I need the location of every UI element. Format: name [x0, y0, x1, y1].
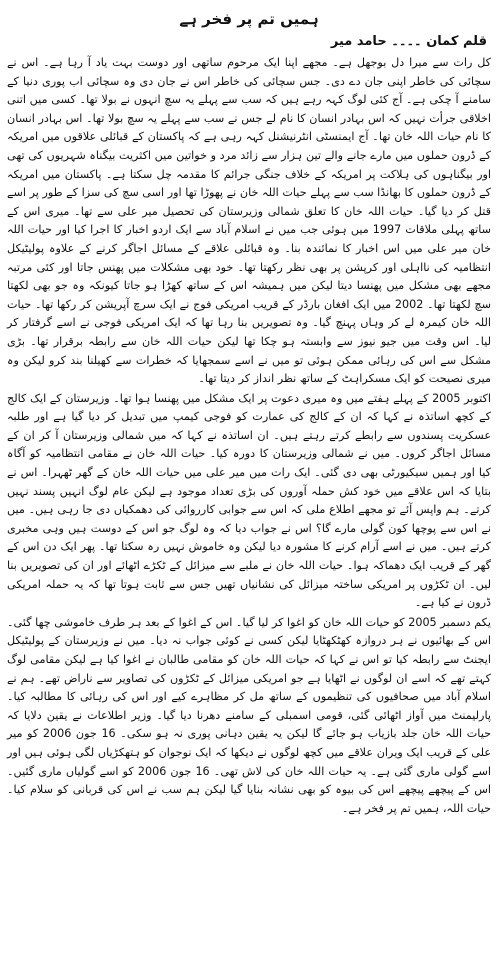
column-body — [7, 54, 491, 818]
column-byline: قلم کمان ۔۔۔۔ حامد میر — [330, 34, 487, 49]
paragraph: اکتوبر 2005 کے پہلے ہفتے میں وہ میری دعوت پر ایک مشکل میں پھنسا ہوا تھا۔ وزیرستان کے ایک کالج کے کچھ اساتذہ نے کہا کہ ان کے کالج کی عمارت کو فوجی کیمپ میں تبدیل کر دیا گیا ہے اور طلبہ عسکریت پسندوں سے رابطے کرتے رہتے ہیں۔ ان اساتذہ نے کہا کہ میں شمالی وزیرستان آ کر ان کے مسائل اجاگر کروں۔ میں نے شمالی وزیرستان کا دورہ کیا۔ حیات اللہ خان نے مقامی انتظامیہ کو آگاہ کیا اور ہمیں سیکیورٹی بھی دی گئی۔ ایک رات میں میر علی میں حیات اللہ خان کے گھر ٹھہرا۔ اس نے بتایا کہ اس علاقے میں خود کش حملہ آوروں کی بڑی تعداد موجود ہے لیکن عام لوگ انہیں پسند نہیں کرتے۔ ہم واپس آئے تو مجھے اطلاع ملی کہ اس سے جوابی کارروائی کی دھمکیاں دی جا رہی ہیں۔ میں نے اس سے پوچھا کون گولی مارے گا؟ اس نے جواب دیا کہ وہ لوگ جو اس کے دوست ہیں وہی مخبری کرتے ہیں۔ میں نے اسے آرام کرنے کا مشورہ دیا لیکن وہ خاموش نہیں رہ سکتا تھا۔ پھر ایک دن اس کے گھر کے قریب ایک دھماکہ ہوا۔ حیات اللہ خان نے ملبے سے میزائل کے ٹکڑے اٹھائے اور ان کی تصویریں بنا لیں۔ ان ٹکڑوں پر امریکی ساختہ میزائل کی نشانیاں تھیں جس سے ثابت ہوتا تھا کہ یہ حملہ امریکی ڈرون نے کیا ہے۔ — [7, 391, 491, 610]
paragraph: یکم دسمبر 2005 کو حیات اللہ خان کو اغوا کر لیا گیا۔ اس کے اغوا کے بعد ہر طرف خاموشی چھا گئی۔ اس کے بھائیوں نے ہر دروازہ کھٹکھٹایا لیکن کسی نے کوئی جواب نہ دیا۔ میں نے وزیرستان کے پولیٹیکل ایجنٹ سے رابطہ کیا تو اس نے کہا کہ حیات اللہ خان کو مقامی طالبان نے اغوا کیا ہے لیکن مقامی لوگ کہتے تھے کہ اسے ان لوگوں نے اٹھایا ہے جو امریکی میزائل کے ٹکڑوں کی تصاویر سے ناراض تھے۔ ہم نے اسلام آباد میں صحافیوں کی تنظیموں کے ساتھ مل کر مظاہرے کیے اور اس کی رہائی کا مطالبہ کیا۔ پارلیمنٹ میں آواز اٹھائی گئی، قومی اسمبلی کے سامنے دھرنا دیا گیا۔ وزیر اطلاعات نے یقین دلایا کہ حیات اللہ خان جلد بازیاب ہو جائے گا لیکن یہ یقین دہانی پوری نہ ہو سکی۔ 16 جون 2006 کو میر علی کے قریب ایک ویران علاقے میں کچھ لوگوں نے دیکھا کہ ایک نوجوان کو ہتھکڑیاں لگی ہوئی ہیں اور اسے گولی ماری گئی ہے۔ یہ حیات اللہ خان کی لاش تھی۔ 16 جون 2006 کو اسے گولیاں ماری گئیں۔ اس کے پیچھے پیچھے اس کی بیوہ کو بھی نشانہ بنایا گیا لیکن ہم سب نے اس کی قربانی کو سلام کیا۔ حیات اللہ، ہمیں تم پر فخر ہے۔ — [7, 615, 491, 815]
paragraph: کل رات سے میرا دل بوجھل ہے۔ مجھے اپنا ایک مرحوم ساتھی اور دوست بہت یاد آ رہا ہے۔ اس نے سچائی کی خاطر اپنی جان دے دی۔ جس سچائی کی خاطر اس نے جان دی وہ سچائی اب پوری دنیا کے سامنے آ چکی ہے۔ آج کئی لوگ کہہ رہے ہیں کہ سب سے پہلے یہ سچ انہوں نے بولا تھا۔ کسی میں اتنی اخلاقی جرأت نہیں کہ اس بہادر انسان کا نام لے جس نے سب سے پہلے یہ سچ بولا تھا۔ اس بہادر انسان کا نام حیات اللہ خان تھا۔ آج ایمنسٹی انٹرنیشنل کہہ رہی ہے کہ پاکستان کے قبائلی علاقوں میں امریکہ کے ڈرون حملوں میں مارے جانے والے تین ہزار سے زائد مرد و خواتین میں اکثریت بیگناہ شہریوں کی تھی اور بیگناہوں کی ہلاکت پر امریکہ کے خلاف جنگی جرائم کا مقدمہ چل سکتا ہے۔ پاکستان میں امریکہ کے ڈرون حملوں کا بھانڈا سب سے پہلے حیات اللہ خان نے پھوڑا تھا اور اسی سچ کی سزا کے طور پر اسے قتل کر دیا گیا۔ حیات اللہ خان کا تعلق شمالی وزیرستان کی تحصیل میر علی سے تھا۔ میری اس کے ساتھ پہلی ملاقات 1997 میں ہوئی جب میں نے اسلام آباد سے ایک اردو اخبار کا اجرا کیا اور حیات اللہ خان میر علی میں اس اخبار کا نمائندہ بنا۔ وہ قبائلی علاقے کے مسائل اجاگر کرنے کے علاوہ پولیٹیکل انتظامیہ کی نااہلی اور کرپشن پر بھی نظر رکھتا تھا۔ خود بھی مشکلات میں پھنس جاتا اور کئی مرتبہ مجھے بھی مشکل میں پھنسا دیتا لیکن میں ہمیشہ اس کے ساتھ کھڑا ہو جاتا کیونکہ وہ جو بھی لکھتا سچ لکھتا تھا۔ 2002 میں ایک افغان بارڈر کے قریب امریکی فوج نے ایک سرچ آپریشن کر رکھا تھا۔ حیات اللہ خان کیمرہ لے کر وہاں پہنچ گیا۔ وہ تصویریں بنا رہا تھا کہ ایک امریکی فوجی نے اسے گرفتار کر لیا۔ اس وقت میں جیو نیوز سے وابستہ ہو چکا تھا لیکن حیات اللہ خان سے رابطہ برقرار تھا۔ بڑی مشکل سے اس کی رہائی ممکن ہوئی تو میں نے اسے سمجھایا کہ خطرات سے کھیلنا بند کرو لیکن وہ میری نصیحت کو ایک مسکراہٹ کے ساتھ نظر انداز کر دیتا تھا۔ — [7, 56, 492, 386]
column-title: ہمیں تم پر فخر ہے — [179, 10, 319, 28]
